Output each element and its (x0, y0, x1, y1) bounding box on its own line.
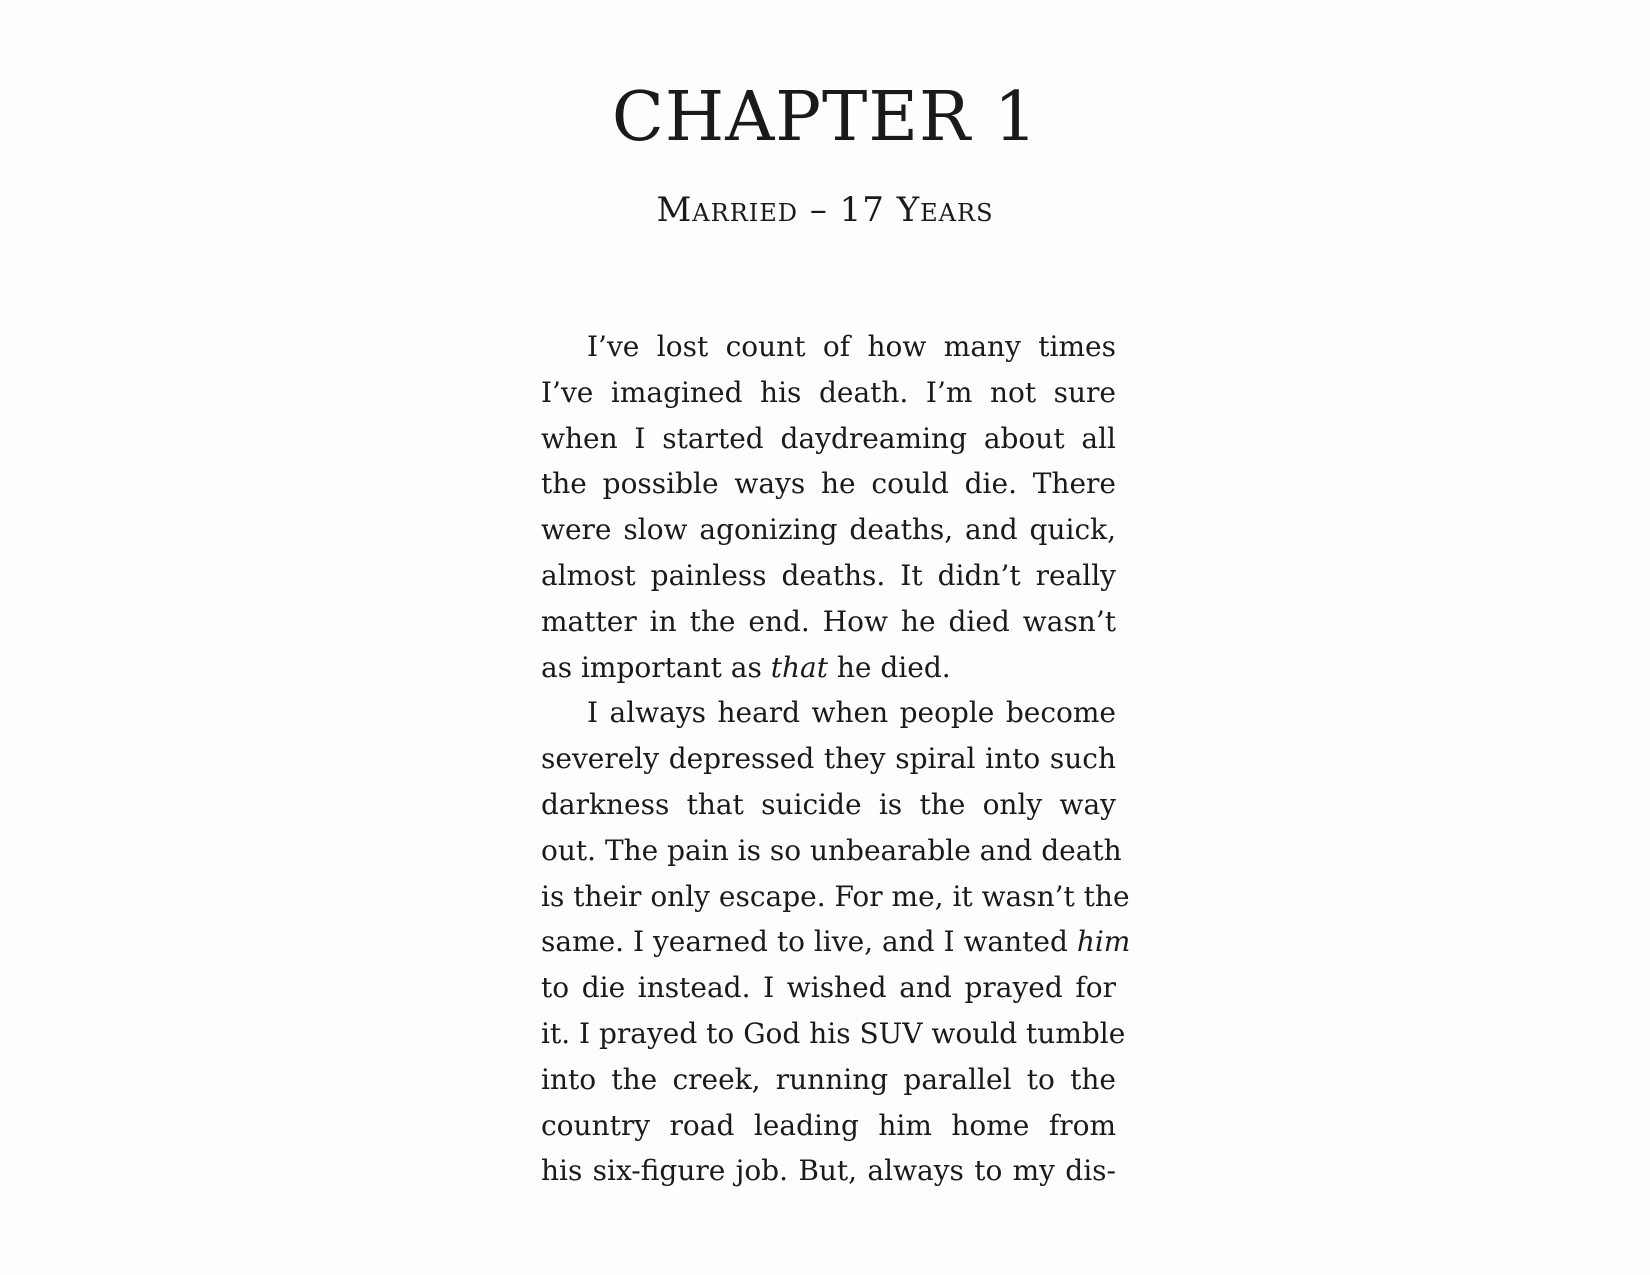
paragraph (541, 690, 1131, 1194)
text-line: when I started daydreaming about all (541, 421, 1116, 455)
chapter-title: CHAPTER 1 (611, 78, 1039, 157)
text-line: darkness that suicide is the only way (541, 787, 1116, 821)
text-run: he died. (827, 650, 951, 684)
emphasis-text: that (770, 650, 828, 684)
chapter-subtitle: Married – 17 Years (656, 190, 994, 230)
chapter-body (541, 324, 1131, 1194)
text-line (541, 645, 1116, 691)
text-line: country road leading him home from (541, 1108, 1116, 1142)
text-line (541, 919, 1131, 965)
text-run: as important as (541, 650, 771, 684)
text-line: I’ve imagined his death. I’m not sure (541, 375, 1116, 409)
text-line: almost painless deaths. It didn’t really (541, 558, 1116, 592)
text-line: to die instead. I wished and prayed for (541, 971, 1116, 1005)
emphasis-text: him (1076, 925, 1131, 959)
text-line: out. The pain is so unbearable and death (541, 833, 1122, 867)
text-line: I’ve lost count of how many times (587, 330, 1116, 363)
text-line: the possible ways he could die. There (541, 467, 1116, 501)
text-line: I always heard when people become (587, 696, 1116, 730)
text-line: it. I prayed to God his SUV would tumble (541, 1016, 1126, 1050)
text-line: were slow agonizing deaths, and quick, (541, 513, 1116, 547)
text-line: his six-figure job. But, always to my dis- (541, 1154, 1116, 1188)
text-line: into the creek, running parallel to the (541, 1062, 1116, 1096)
paragraph (541, 324, 1116, 690)
text-run: same. I yearned to live, and I wanted (541, 925, 1077, 959)
text-line: is their only escape. For me, it wasn’t the (541, 879, 1130, 913)
text-line: matter in the end. How he died wasn’t (541, 604, 1116, 638)
text-line: severely depressed they spiral into such (541, 742, 1116, 776)
